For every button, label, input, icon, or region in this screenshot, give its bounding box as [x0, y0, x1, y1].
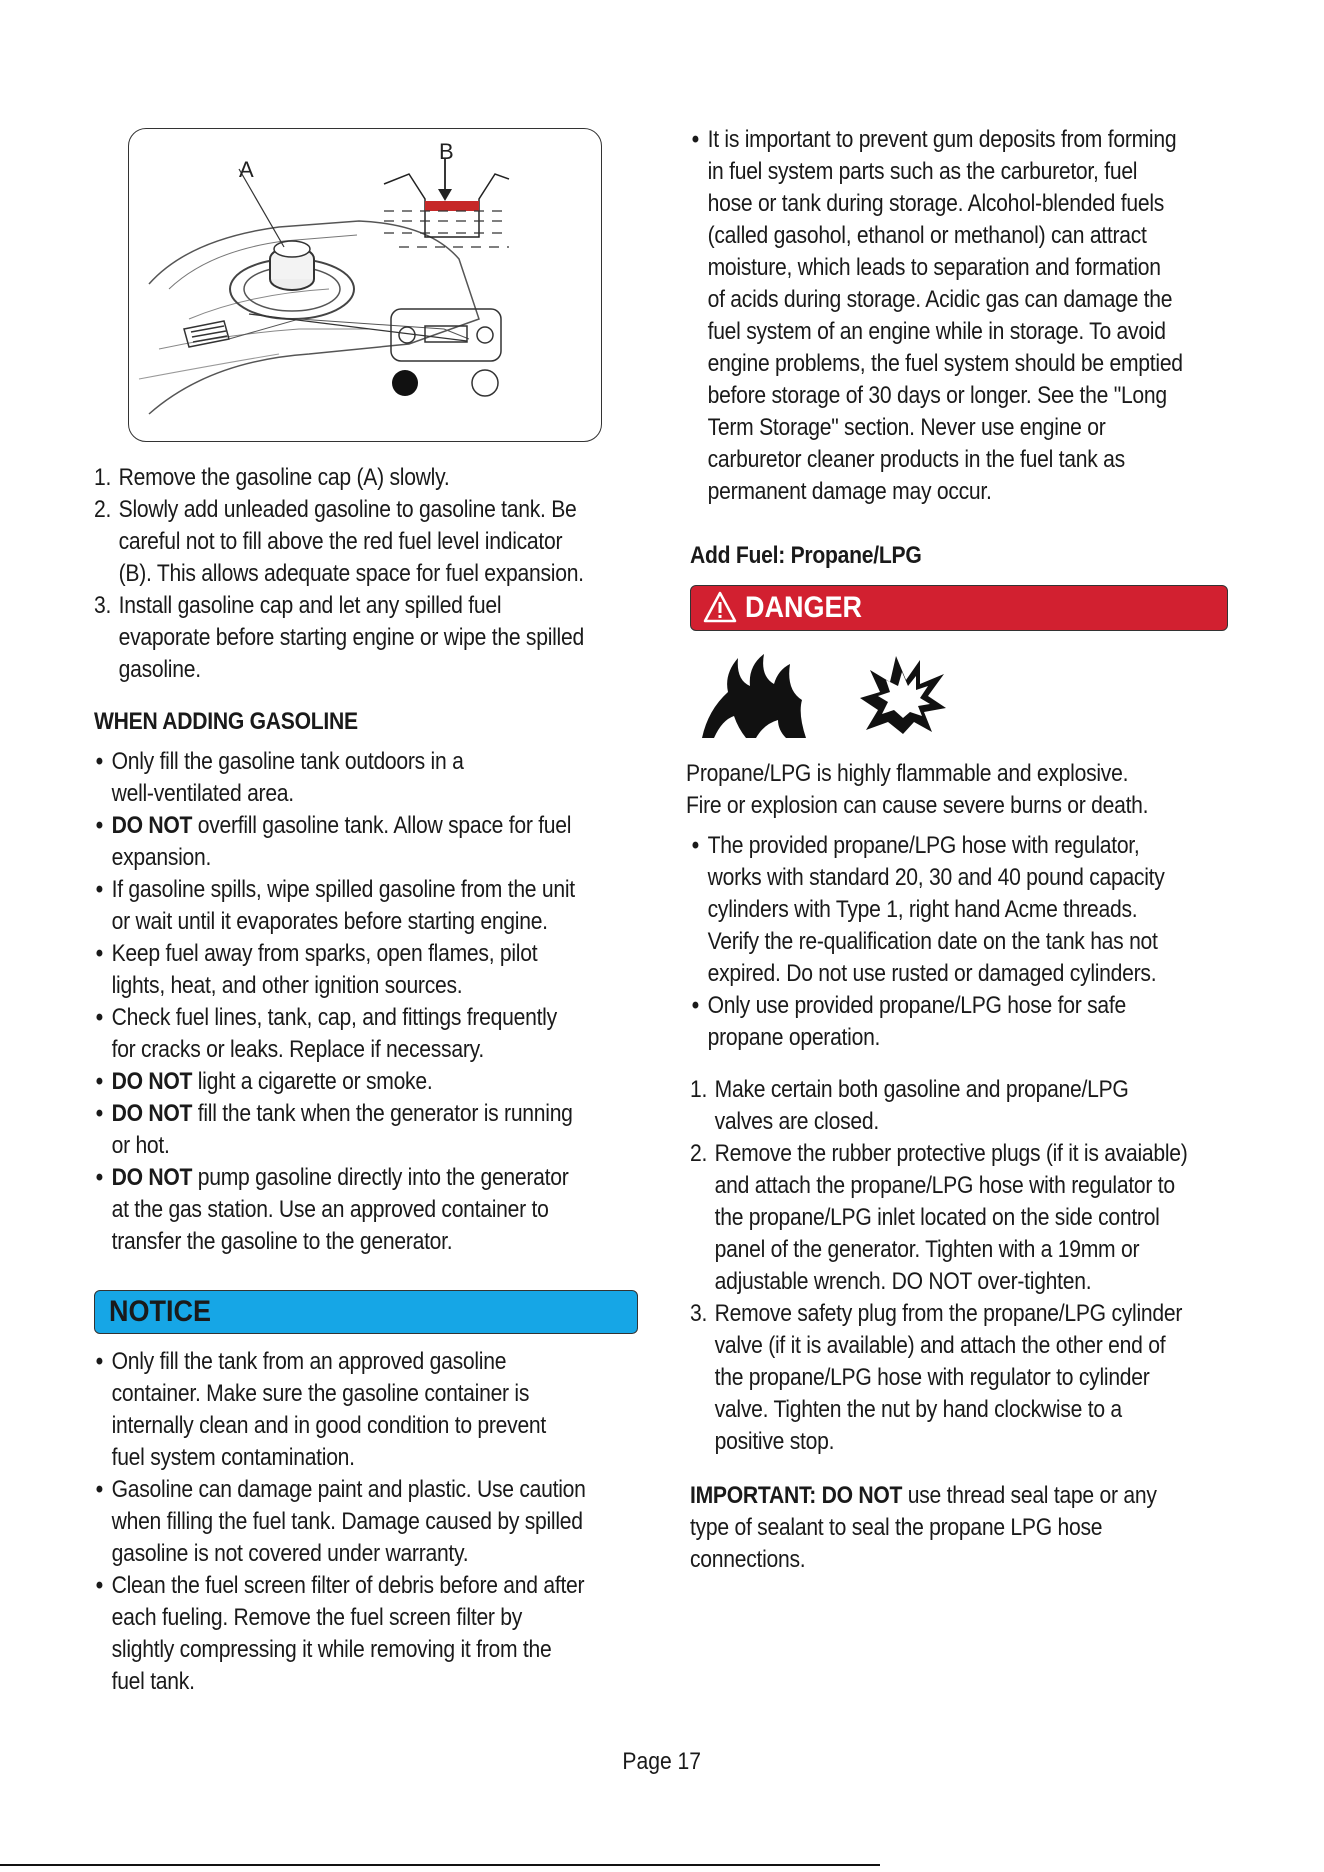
step-3	[690, 1298, 1188, 1458]
bullet-item	[690, 830, 1165, 990]
bullet-line: (called gasohol, ethanol or methanol) can attract	[707, 222, 1147, 249]
bullet-bold: DO NOT	[111, 812, 193, 839]
propane-bullets	[690, 830, 1229, 1054]
bullet-line: or wait until it evaporates before starting engine.	[111, 908, 548, 935]
step-line: positive stop.	[714, 1428, 835, 1455]
bullet-line: light a cigarette or smoke.	[192, 1068, 433, 1095]
gasoline-bullets	[94, 746, 640, 1258]
bullet-line: before storage of 30 days or longer. See the "Long	[707, 382, 1167, 409]
step-line: valve (if it is available) and attach the other end of	[714, 1332, 1166, 1359]
step-line: Slowly add unleaded gasoline to gasoline tank. Be	[118, 496, 577, 523]
bullet-item	[690, 990, 1165, 1054]
bullet-line: or hot.	[111, 1132, 170, 1159]
step-line: gasoline.	[118, 656, 201, 683]
step-line: evaporate before starting engine or wipe the spilled	[118, 624, 584, 651]
bullet-item	[94, 1002, 575, 1066]
step-line: the propane/LPG hose with regulator to cylinder	[714, 1364, 1150, 1391]
bullet-item	[94, 1162, 575, 1258]
step-number: 1.	[94, 464, 112, 491]
propane-warning	[686, 758, 1148, 822]
bullet-line: slightly compressing it while removing it from the	[111, 1636, 552, 1663]
step-line: Remove the rubber protective plugs (if it is avaiable)	[714, 1140, 1188, 1167]
bullet-item	[94, 746, 575, 810]
bullet-item	[94, 938, 575, 1002]
bullet-dot: •	[95, 940, 103, 967]
bullet-line: propane operation.	[707, 1024, 881, 1051]
bullet-item	[94, 874, 575, 938]
bullet-dot: •	[95, 1004, 103, 1031]
bullet-line: It is important to prevent gum deposits from forming	[707, 126, 1177, 153]
bullet-line: container. Make sure the gasoline container is	[111, 1380, 530, 1407]
warning-line: Propane/LPG is highly flammable and explosive.	[686, 760, 1129, 787]
important-note	[690, 1480, 1157, 1576]
bullet-line: Keep fuel away from sparks, open flames, pilot	[111, 940, 538, 967]
bottom-rule	[0, 1864, 880, 1866]
bullet-item	[94, 1098, 575, 1162]
important-line: use thread seal tape or any	[902, 1482, 1157, 1509]
step-line: Remove safety plug from the propane/LPG cylinder	[714, 1300, 1183, 1327]
bullet-line: expansion.	[111, 844, 212, 871]
danger-banner	[690, 585, 1228, 631]
step-number: 2.	[690, 1140, 708, 1167]
bullet-line: The provided propane/LPG hose with regulator,	[707, 832, 1140, 859]
warning-line: Fire or explosion can cause severe burns or death.	[686, 792, 1149, 819]
step-number: 3.	[94, 592, 112, 619]
bullet-line: fuel system of an engine while in storage. To avoid	[707, 318, 1166, 345]
page-number	[0, 1748, 1324, 1776]
fuel-tank-figure	[128, 128, 602, 442]
explosion-icon	[858, 652, 948, 736]
bullet-dot: •	[95, 1348, 103, 1375]
bullet-item	[94, 1346, 586, 1474]
important-line: type of sealant to seal the propane LPG hose	[690, 1514, 1103, 1541]
notice-banner	[94, 1290, 638, 1334]
step-line: adjustable wrench. DO NOT over-tighten.	[714, 1268, 1092, 1295]
bullet-line: hose or tank during storage. Alcohol-blended fuels	[707, 190, 1165, 217]
step-number: 3.	[690, 1300, 708, 1327]
warning-triangle-icon	[703, 591, 737, 623]
step-line: Remove the gasoline cap (A) slowly.	[118, 464, 450, 491]
bullet-line: at the gas station. Use an approved container to	[111, 1196, 549, 1223]
bullet-item	[94, 1474, 586, 1570]
step-line: Install gasoline cap and let any spilled fuel	[118, 592, 502, 619]
bullet-line: in fuel system parts such as the carburetor, fuel	[707, 158, 1138, 185]
page-number-text: Page 17	[622, 1748, 702, 1775]
bullet-line: Only fill the tank from an approved gasoline	[111, 1348, 507, 1375]
label-a: A	[239, 157, 254, 182]
step-1	[94, 462, 584, 494]
bullet-line: expired. Do not use rusted or damaged cylinders.	[707, 960, 1157, 987]
bullet-dot: •	[95, 1164, 103, 1191]
bullet-line: fill the tank when the generator is running	[192, 1100, 573, 1127]
bullet-line: Term Storage" section. Never use engine or	[707, 414, 1106, 441]
step-2	[94, 494, 584, 590]
bullet-line: Verify the re-qualification date on the tank has not	[707, 928, 1158, 955]
step-3	[94, 590, 584, 686]
bullet-line: lights, heat, and other ignition sources.	[111, 972, 463, 999]
bullet-dot: •	[95, 1068, 103, 1095]
bullet-bold: DO NOT	[111, 1164, 193, 1191]
bullet-line: fuel system contamination.	[111, 1444, 355, 1471]
step-number: 2.	[94, 496, 112, 523]
bullet-dot: •	[95, 1572, 103, 1599]
bullet-line: moisture, which leads to separation and formation	[707, 254, 1161, 281]
step-line: Make certain both gasoline and propane/LPG	[714, 1076, 1129, 1103]
bullet-line: If gasoline spills, wipe spilled gasoline from the unit	[111, 876, 575, 903]
notice-bullets	[94, 1346, 653, 1698]
bullet-item	[94, 810, 575, 874]
important-line: connections.	[690, 1546, 806, 1573]
bullet-dot: •	[691, 992, 699, 1019]
bullet-line: for cracks or leaks. Replace if necessary.	[111, 1036, 484, 1063]
bullet-line: Check fuel lines, tank, cap, and fittings frequently	[111, 1004, 557, 1031]
bullet-line: transfer the gasoline to the generator.	[111, 1228, 453, 1255]
step-1	[690, 1074, 1188, 1138]
step-line: careful not to fill above the red fuel level indicator	[118, 528, 563, 555]
bullet-line: Clean the fuel screen filter of debris before and after	[111, 1572, 585, 1599]
bullet-dot: •	[691, 832, 699, 859]
bullet-item	[94, 1570, 586, 1698]
gasoline-steps	[94, 462, 651, 686]
bullet-line: well-ventilated area.	[111, 780, 294, 807]
bullet-line: permanent damage may occur.	[707, 478, 992, 505]
danger-label: DANGER	[745, 591, 863, 624]
bullet-line: engine problems, the fuel system should be emptied	[707, 350, 1183, 377]
bullet-item	[94, 1066, 575, 1098]
bullet-bold: DO NOT	[111, 1068, 193, 1095]
propane-steps	[690, 1074, 1255, 1458]
bullet-line: internally clean and in good condition to prevent	[111, 1412, 547, 1439]
step-line: panel of the generator. Tighten with a 19mm or	[714, 1236, 1140, 1263]
bullet-dot: •	[95, 876, 103, 903]
bullet-dot: •	[691, 126, 699, 153]
step-line: valves are closed.	[714, 1108, 879, 1135]
important-bold: IMPORTANT: DO NOT	[690, 1482, 903, 1509]
fuel-tank-illustration	[129, 129, 602, 442]
bullet-line: each fueling. Remove the fuel screen filter by	[111, 1604, 523, 1631]
bullet-line: cylinders with Type 1, right hand Acme threads.	[707, 896, 1138, 923]
bullet-line: overfill gasoline tank. Allow space for fuel	[192, 812, 572, 839]
step-line: valve. Tighten the nut by hand clockwise to a	[714, 1396, 1122, 1423]
when-adding-gasoline-heading: WHEN ADDING GASOLINE	[94, 708, 358, 735]
notice-label: NOTICE	[109, 1295, 212, 1328]
bullet-line: carburetor cleaner products in the fuel tank as	[707, 446, 1125, 473]
label-b: B	[439, 139, 454, 164]
bullet-dot: •	[95, 1100, 103, 1127]
storage-bullet	[690, 124, 1250, 508]
bullet-line: gasoline is not covered under warranty.	[111, 1540, 469, 1567]
bullet-line: of acids during storage. Acidic gas can damage the	[707, 286, 1173, 313]
bullet-line: Gasoline can damage paint and plastic. Use caution	[111, 1476, 586, 1503]
bullet-line: works with standard 20, 30 and 40 pound capacity	[707, 864, 1165, 891]
bullet-line: fuel tank.	[111, 1668, 195, 1695]
bullet-line: Only use provided propane/LPG hose for safe	[707, 992, 1126, 1019]
bullet-line: Only fill the gasoline tank outdoors in a	[111, 748, 464, 775]
bullet-bold: DO NOT	[111, 1100, 193, 1127]
step-line: the propane/LPG inlet located on the side control	[714, 1204, 1160, 1231]
add-fuel-propane-heading: Add Fuel: Propane/LPG	[690, 542, 922, 569]
step-2	[690, 1138, 1188, 1298]
bullet-dot: •	[95, 812, 103, 839]
step-line: (B). This allows adequate space for fuel expansion.	[118, 560, 584, 587]
step-line: and attach the propane/LPG hose with regulator to	[714, 1172, 1175, 1199]
bullet-item	[690, 124, 1183, 508]
bullet-line: pump gasoline directly into the generator	[192, 1164, 569, 1191]
bullet-dot: •	[95, 1476, 103, 1503]
bullet-line: when filling the fuel tank. Damage caused by spilled	[111, 1508, 583, 1535]
step-number: 1.	[690, 1076, 708, 1103]
fire-icon	[694, 650, 814, 740]
bullet-dot: •	[95, 748, 103, 775]
